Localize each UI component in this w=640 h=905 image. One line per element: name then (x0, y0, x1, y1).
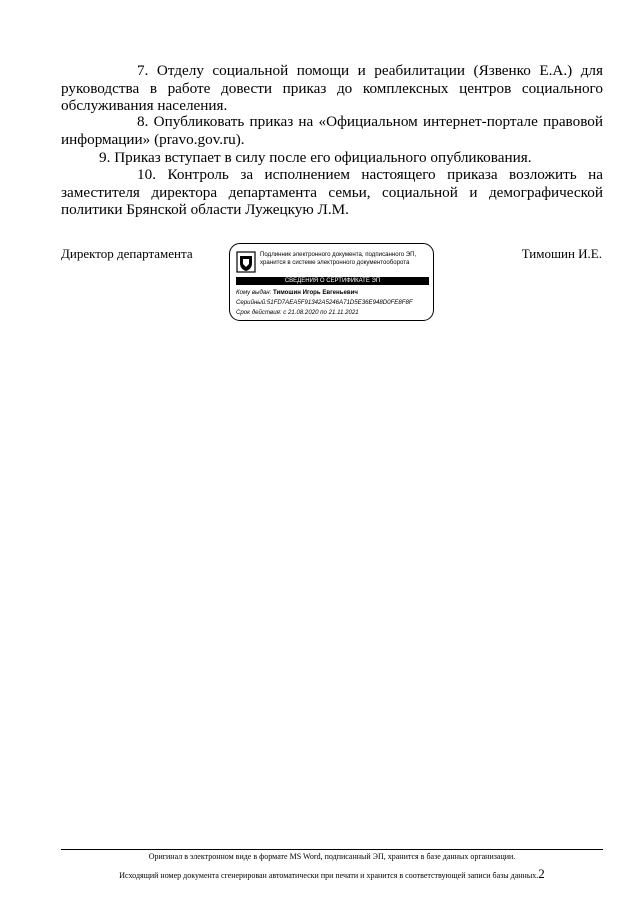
serial-label: Серийный: (236, 299, 267, 306)
serial-value: 51FD7AEA5F91342A5246A71D5E36E948D0FE8F8F (266, 299, 413, 306)
paragraph-8 (61, 113, 603, 148)
paragraph-number: 10. (137, 166, 156, 183)
paragraph-text: Контроль за исполнением настоящего приказа возложить на заместителя директора департамента семьи, социальной и демографической политики Брянской области Лужецкую Л.М. (61, 166, 604, 219)
coat-of-arms-icon (236, 251, 256, 273)
signer-name: Тимошин И.Е. (521, 246, 602, 261)
footer-line-2-text: Исходящий номер документа сгенерирован автоматически при печати и хранится в соответствующей записи базы данных. (119, 871, 539, 880)
electronic-signature-stamp (229, 243, 434, 321)
stamp-header: Подлинник электронного документа, подписанного ЭП, хранится в системе электронного документооборота (260, 251, 417, 266)
paragraph-9 (61, 149, 603, 167)
certificate-title: СВЕДЕНИЯ О СЕРТИФИКАТЕ ЭП (236, 277, 429, 285)
paragraph-10 (61, 166, 603, 219)
validity-value: с 21.08.2020 по 21.11.2021 (283, 309, 359, 316)
issued-to-label: Кому выдан: (236, 289, 272, 296)
issued-to-value: Тимошин Игорь Евгеньевич (273, 289, 358, 296)
footer-line-2 (61, 866, 603, 882)
validity-row (236, 309, 431, 316)
paragraph-text: Приказ вступает в силу после его официального опубликования. (114, 149, 532, 166)
issued-to-row (236, 289, 431, 296)
paragraph-text: Отделу социальной помощи и реабилитации (Язвенко Е.А.) для руководства в работе довести приказ до комплексных центров социального обслуживания населения. (61, 62, 603, 115)
paragraph-7 (61, 62, 603, 115)
paragraph-number: 7. (137, 62, 149, 79)
paragraph-number: 8. (137, 113, 149, 130)
validity-label: Срок действия: (236, 309, 282, 316)
paragraph-text: Опубликовать приказ на «Официальном интернет-портале правовой информации» (pravo.gov.ru). (61, 113, 604, 148)
page-number: 2 (538, 866, 545, 881)
serial-row (236, 299, 431, 306)
signer-position: Директор департамента (61, 246, 193, 261)
footer-line-1: Оригинал в электронном виде в формате MS Word, подписанный ЭП, хранится в базе данных организации. (148, 852, 516, 861)
footer-divider (61, 849, 603, 850)
paragraph-number: 9. (99, 149, 111, 166)
